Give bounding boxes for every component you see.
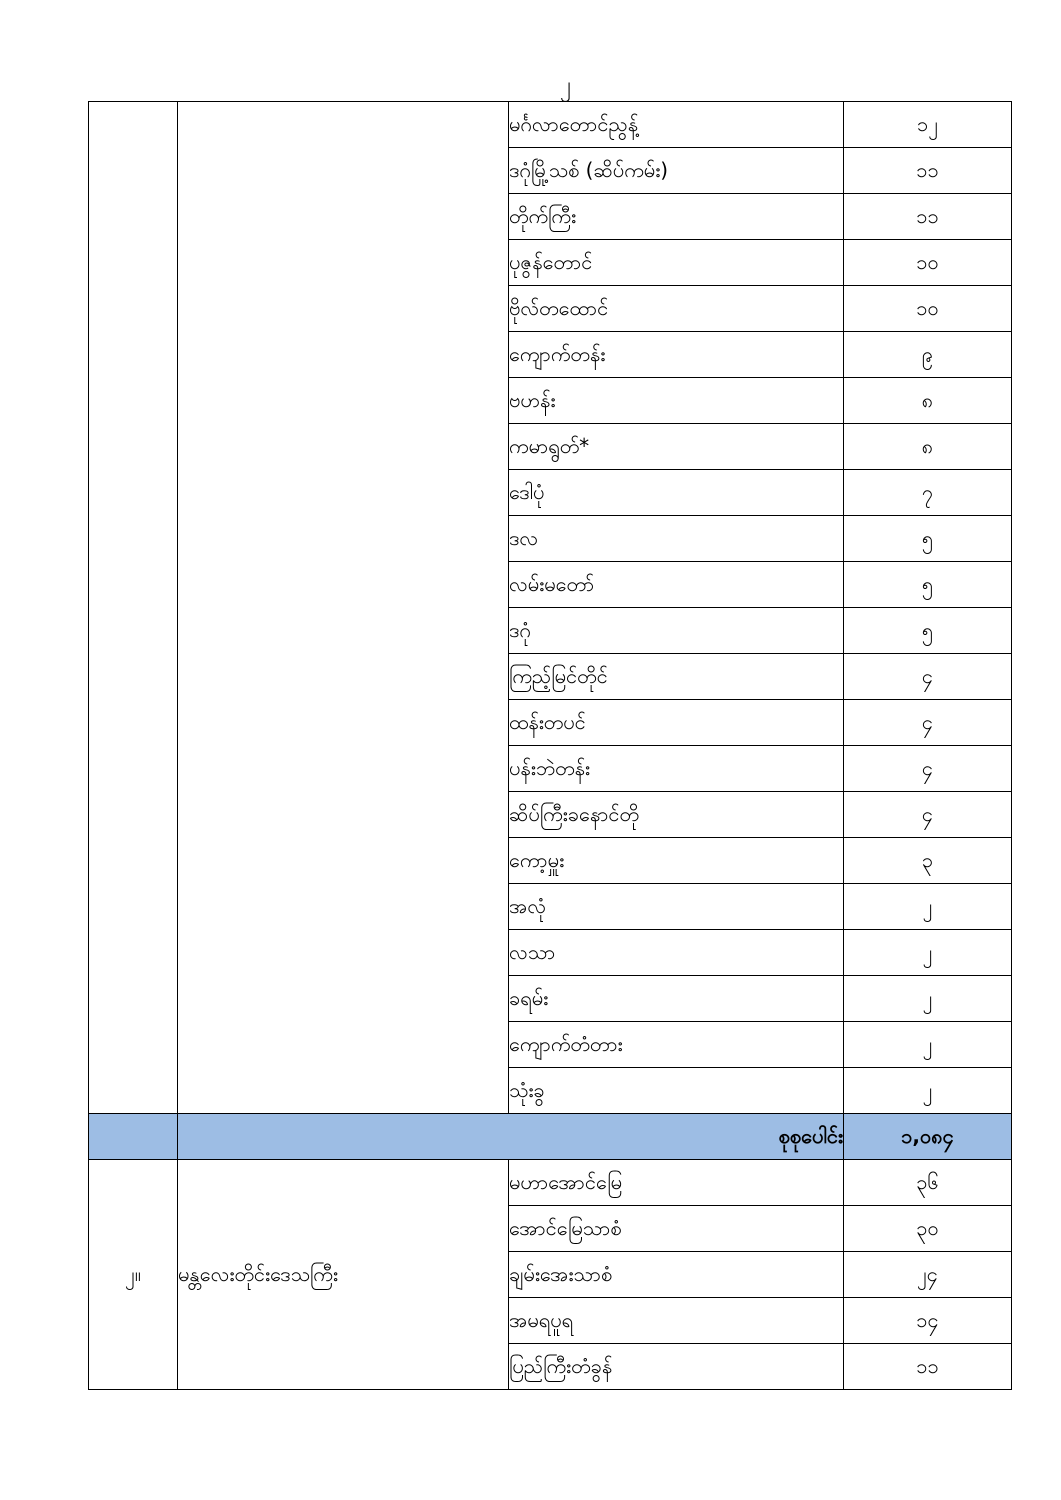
township-cell: ထန်းတပင် — [509, 700, 844, 746]
section2-number: ၂။ — [89, 1160, 178, 1390]
total-empty-cell — [89, 1114, 178, 1160]
township-cell: အောင်မြေသာစံ — [509, 1206, 844, 1252]
township-cell: သုံးခွ — [509, 1068, 844, 1114]
count-cell: ၄ — [844, 746, 1012, 792]
count-cell: ၄ — [844, 700, 1012, 746]
data-table — [88, 101, 1012, 1390]
count-cell: ၈ — [844, 378, 1012, 424]
township-cell: အမရပူရ — [509, 1298, 844, 1344]
township-cell: ကျောက်တံတား — [509, 1022, 844, 1068]
township-cell: ခရမ်း — [509, 976, 844, 1022]
count-cell: ၃၆ — [844, 1160, 1012, 1206]
total-label: စုစုပေါင်း — [178, 1114, 844, 1160]
count-cell: ၃ — [844, 838, 1012, 884]
count-cell: ၄ — [844, 792, 1012, 838]
count-cell: ၁၂ — [844, 102, 1012, 148]
count-cell: ၂ — [844, 930, 1012, 976]
township-cell: ဒေါပုံ — [509, 470, 844, 516]
township-cell: လမ်းမတော် — [509, 562, 844, 608]
township-cell: ကျောက်တန်း — [509, 332, 844, 378]
count-cell: ၂ — [844, 1022, 1012, 1068]
section2-region: မန္တလေးတိုင်းဒေသကြီး — [178, 1160, 509, 1390]
section1-number-cell — [89, 102, 178, 1114]
count-cell: ၁၄ — [844, 1298, 1012, 1344]
township-cell: ဆိပ်ကြီးခနောင်တို — [509, 792, 844, 838]
count-cell: ၉ — [844, 332, 1012, 378]
count-cell: ၈ — [844, 424, 1012, 470]
total-value: ၁,၀၈၄ — [844, 1114, 1012, 1160]
total-row — [89, 1114, 1012, 1160]
count-cell: ၂ — [844, 976, 1012, 1022]
township-cell: ဗဟန်း — [509, 378, 844, 424]
township-cell: အလုံ — [509, 884, 844, 930]
township-cell: လသာ — [509, 930, 844, 976]
count-cell: ၄ — [844, 654, 1012, 700]
township-cell: တိုက်ကြီး — [509, 194, 844, 240]
township-cell: ကော့မှူး — [509, 838, 844, 884]
township-cell: မဟာအောင်မြေ — [509, 1160, 844, 1206]
count-cell: ၃၀ — [844, 1206, 1012, 1252]
count-cell: ၅ — [844, 562, 1012, 608]
township-cell: မင်္ဂလာတောင်ညွန့် — [509, 102, 844, 148]
count-cell: ၂ — [844, 1068, 1012, 1114]
count-cell: ၁၀ — [844, 286, 1012, 332]
township-cell: ကမာရွတ်* — [509, 424, 844, 470]
count-cell: ၂ — [844, 884, 1012, 930]
count-cell: ၁၁ — [844, 194, 1012, 240]
township-cell: ဒဂုံမြို့သစ် (ဆိပ်ကမ်း) — [509, 148, 844, 194]
count-cell: ၅ — [844, 608, 1012, 654]
township-cell: ဗိုလ်တထောင် — [509, 286, 844, 332]
township-cell: ပန်းဘဲတန်း — [509, 746, 844, 792]
table-row — [89, 1160, 1012, 1206]
page-number: ၂ — [560, 73, 571, 98]
count-cell: ၁၁ — [844, 1344, 1012, 1390]
count-cell: ၁၀ — [844, 240, 1012, 286]
township-cell: ပြည်ကြီးတံခွန် — [509, 1344, 844, 1390]
table-row — [89, 102, 1012, 148]
township-cell: ဒဂုံ — [509, 608, 844, 654]
count-cell: ၅ — [844, 516, 1012, 562]
section1-region-cell — [178, 102, 509, 1114]
count-cell: ၁၁ — [844, 148, 1012, 194]
township-cell: ဒလ — [509, 516, 844, 562]
count-cell: ၇ — [844, 470, 1012, 516]
township-cell: ချမ်းအေးသာစံ — [509, 1252, 844, 1298]
township-cell: ကြည့်မြင်တိုင် — [509, 654, 844, 700]
township-cell: ပုဇွန်တောင် — [509, 240, 844, 286]
count-cell: ၂၄ — [844, 1252, 1012, 1298]
